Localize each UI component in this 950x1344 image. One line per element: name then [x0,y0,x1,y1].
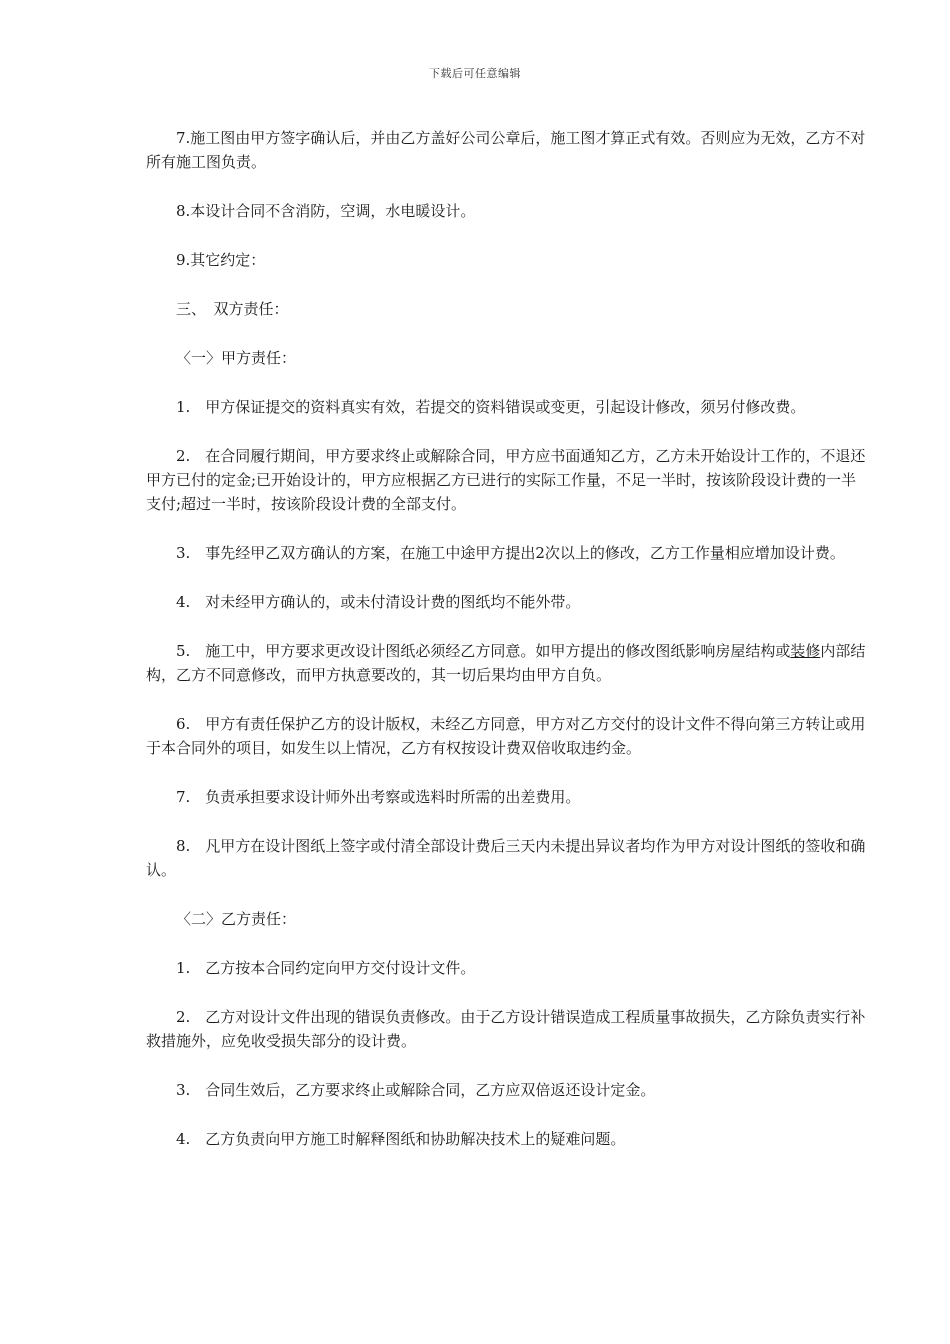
party-a-item-7: 7. 负责承担要求设计师外出考察或选料时所需的出差费用。 [176,788,581,806]
party-a-item-3: 3. 事先经甲乙双方确认的方案，在施工中途甲方提出2次以上的修改，乙方工作量相应增加设计费。 [176,544,845,562]
party-a-item-4: 4. 对未经甲方确认的，或未付清设计费的图纸均不能外带。 [176,593,581,611]
party-a-item-5 [146,639,866,687]
underlined-term: 装修 [790,642,821,660]
subheading-party-a: 〈一〉甲方责任： [176,349,297,367]
party-b-item-4: 4. 乙方负责向甲方施工时解释图纸和协助解决技术上的疑难问题。 [176,1130,626,1148]
party-a-item-2: 2. 在合同履行期间，甲方要求终止或解除合同，甲方应书面通知乙方，乙方未开始设计工作的，不退还甲方已付的定金;已开始设计的，甲方应根据乙方已进行的实际工作量，不足一半时，按该阶段设计费的一半支付;超过一半时，按该阶段设计费的全部支付。 [146,447,866,513]
party-b-item-3: 3. 合同生效后，乙方要求终止或解除合同，乙方应双倍返还设计定金。 [176,1081,656,1099]
party-b-item-2: 2. 乙方对设计文件出现的错误负责修改。由于乙方设计错误造成工程质量事故损失，乙方除负责实行补救措施外，应免收受损失部分的设计费。 [146,1008,866,1050]
party-a-item-8: 8. 凡甲方在设计图纸上签字或付清全部设计费后三天内未提出异议者均作为甲方对设计图纸的签收和确认。 [146,837,866,879]
party-a-item-1: 1. 甲方保证提交的资料真实有效，若提交的资料错误或变更，引起设计修改，须另付修改费。 [176,398,806,416]
paragraph-7-construction-drawings: 7.施工图由甲方签字确认后，并由乙方盖好公司公章后，施工图才算正式有效。否则应为无效，乙方不对所有施工图负责。 [146,129,866,171]
party-b-item-1: 1. 乙方按本合同约定向甲方交付设计文件。 [176,959,476,977]
party-a-item-5-part-b: 内部结构，乙方不同意修改，而甲方执意要改的，其一切后果均由甲方自负。 [146,642,866,684]
header-note: 下载后可任意编辑 [429,67,521,80]
party-a-item-5-part-a: 5. 施工中，甲方要求更改设计图纸必须经乙方同意。如甲方提出的修改图纸影响房屋结构或 [176,642,791,660]
party-a-item-6: 6. 甲方有责任保护乙方的设计版权，未经乙方同意，甲方对乙方交付的设计文件不得向第三方转让或用于本合同外的项目，如发生以上情况，乙方有权按设计费双倍收取违约金。 [146,715,866,757]
subheading-party-b: 〈二〉乙方责任： [176,910,297,928]
document-body [146,126,866,1151]
paragraph-9-other-terms: 9.其它约定： [176,251,266,269]
paragraph-8-exclusions: 8.本设计合同不含消防，空调，水电暖设计。 [176,202,476,220]
section-heading-responsibilities: 三、 双方责任： [176,300,289,318]
